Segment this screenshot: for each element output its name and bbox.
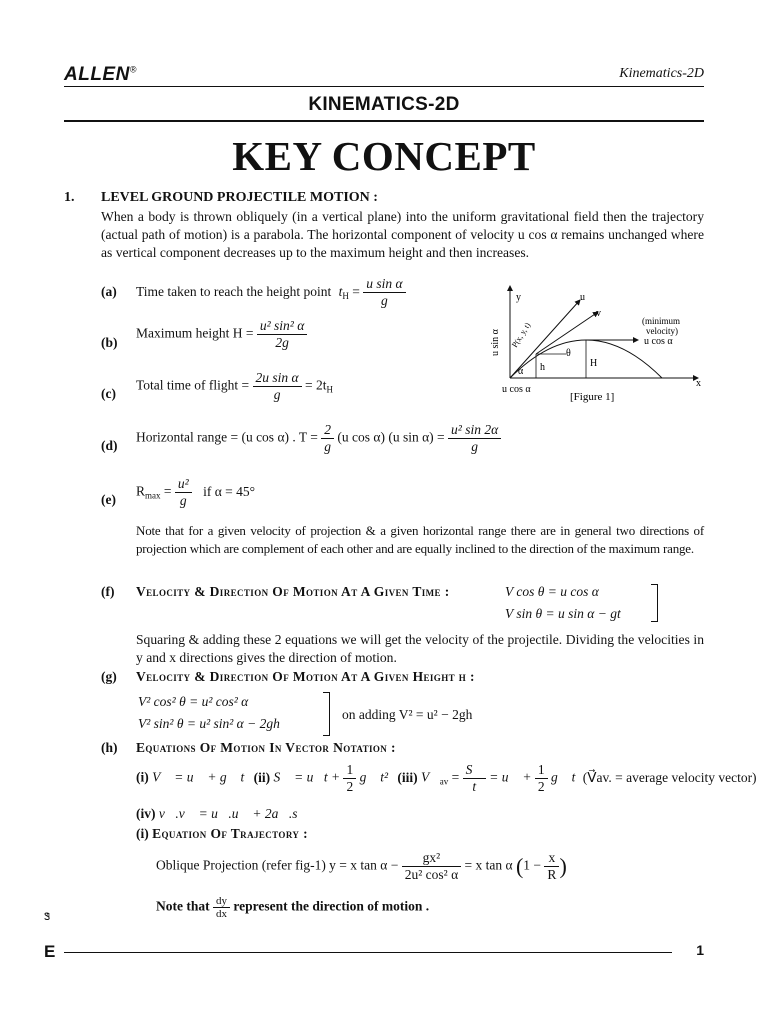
item-a: Time taken to reach the height point $t_H$ = $\frac{\text{u sin α}}{g}$: [136, 270, 406, 309]
vector-eq-iv: (iv) v⃗.v⃗ = u⃗.u⃗ + 2a⃗.s⃗: [136, 806, 308, 821]
section-number: 1.: [64, 190, 75, 205]
item-f-eq2: V sin θ = u sin α − gt: [505, 606, 621, 621]
h-label: h: [540, 362, 545, 373]
chapter-header: Kinematics-2D: [619, 66, 704, 81]
item-g-adding: on adding V² = u² − 2gh: [342, 707, 473, 722]
item-a-label: (a): [101, 284, 117, 299]
item-b-fraction: $\frac{\text{u² sin² α}}{2g}$: [257, 318, 307, 351]
y-label: y: [516, 292, 521, 303]
header-rule: [64, 86, 704, 87]
item-g-bracket: [323, 692, 330, 736]
ucos-label: u cos α: [644, 336, 673, 347]
point-label: P(x, y, t): [510, 320, 533, 350]
min-velocity-label-2: velocity): [646, 326, 678, 336]
projectile-figure: [486, 282, 708, 408]
item-f-heading: Velocity & Direction Of Motion At A Given Time :: [136, 584, 450, 599]
x-label: x: [696, 378, 701, 389]
vector-equations: (i) V⃗ = u⃗ + g⃗ t (ii) S⃗ = u⃗t + $\frac{1}{2}$ g⃗ t² (iii) $V⃗_{av}$ = $\frac{S⃗}{t}$ = u⃗ + $\frac{1}{2}$ g⃗ t (V⃗av. = average velocity vector): [136, 762, 757, 794]
usin-label: u sin α: [490, 329, 501, 356]
item-g-eq1: V² cos² θ = u² cos² α: [138, 694, 249, 709]
item-f-label: (f): [101, 584, 115, 599]
footer-rule: [64, 952, 672, 953]
page-title: KEY CONCEPT: [232, 133, 536, 179]
item-b-label: (b): [101, 335, 118, 350]
side-margin-mark: Ꮥ: [44, 912, 51, 923]
direction-note: Note that $\frac{dy}{dx}$ represent the direction of motion .: [156, 895, 430, 920]
trajectory-equation: Oblique Projection (refer fig-1) y = x tan α − $\frac{\text{gx²}}{\text{2u² cos² α}}$ = x tan α (1 − $\frac{x}{R}$ ): [156, 850, 567, 882]
item-c-label: (c): [101, 386, 116, 401]
item-e-label: (e): [101, 492, 116, 507]
item-e-fraction: $\frac{\text{u²}}{g}$: [175, 476, 192, 509]
section-intro: When a body is thrown obliquely (in a vertical plane) into the uniform gravitational field then the trajectory (actual path of motion) is a parabola. The horizontal component of velocity u cos α remains unchanged where as vertical component decreases up to the maximum height and then increases.: [101, 209, 704, 260]
item-f-bracket: [651, 584, 658, 622]
title-rule: [64, 120, 704, 122]
item-g-heading: Velocity & Direction Of Motion At A Given Height h :: [136, 669, 475, 684]
chapter-title: KINEMATICS-2D: [308, 94, 460, 115]
item-c: Total time of flight = $\frac{\text{2u sin α}}{g}$ = $2t_H$: [136, 370, 333, 402]
publisher-logo: ALLEN®: [64, 64, 137, 85]
item-g-eq2: V² sin² θ = u² sin² α − 2gh: [138, 716, 280, 731]
ucos-bottom-label: u cos α: [502, 384, 531, 395]
item-a-fraction: $\frac{\text{u sin α}}{g}$: [363, 276, 405, 309]
figure-caption: [Figure 1]: [570, 391, 615, 403]
item-e: $R_{max}$ = $\frac{\text{u²}}{g}$ if α = 45°: [136, 476, 256, 508]
min-velocity-label: (minimum: [642, 316, 680, 326]
item-f-text: Squaring & adding these 2 equations we will get the velocity of the projectile. Dividing the velocities in y and x directions gives the direction of motion.: [136, 632, 704, 665]
item-d-fraction-2: $\frac{\text{u² sin 2α}}{g}$: [448, 422, 501, 455]
item-c-fraction: $\frac{\text{2u sin α}}{g}$: [253, 370, 302, 403]
H-label: H: [590, 358, 598, 369]
item-d-fraction-1: $\frac{2}{g}$: [321, 422, 334, 455]
item-h-label: (h): [101, 740, 118, 755]
item-g-label: (g): [101, 669, 117, 684]
item-h-heading: Equations Of Motion In Vector Notation :: [136, 740, 396, 755]
item-f-eq1: V cos θ = u cos α: [505, 584, 599, 599]
trajectory-heading: (i) Equation Of Trajectory :: [136, 826, 308, 841]
footer-letter: E: [44, 942, 56, 961]
page-number: 1: [696, 942, 704, 958]
item-d: Horizontal range = (u cos α) . T = $\frac{2}{g}$ (u cos α) (u sin α) = $\frac{\text{u² sin 2α}}{g}$: [136, 422, 501, 455]
alpha-label: α: [518, 366, 524, 377]
v-label: v: [596, 308, 601, 319]
item-d-label: (d): [101, 438, 118, 453]
section-heading: LEVEL GROUND PROJECTILE MOTION :: [101, 190, 378, 205]
u-label: u: [580, 292, 585, 303]
item-e-note: Note that for a given velocity of projection & a given horizontal range there are in general two directions of projection which are complement of each other and are equally inclined to the direction of the maximum range.: [136, 523, 704, 556]
item-b: Maximum height H = $\frac{\text{u² sin² α}}{2g}$: [136, 318, 307, 351]
theta-label: θ: [566, 348, 571, 359]
